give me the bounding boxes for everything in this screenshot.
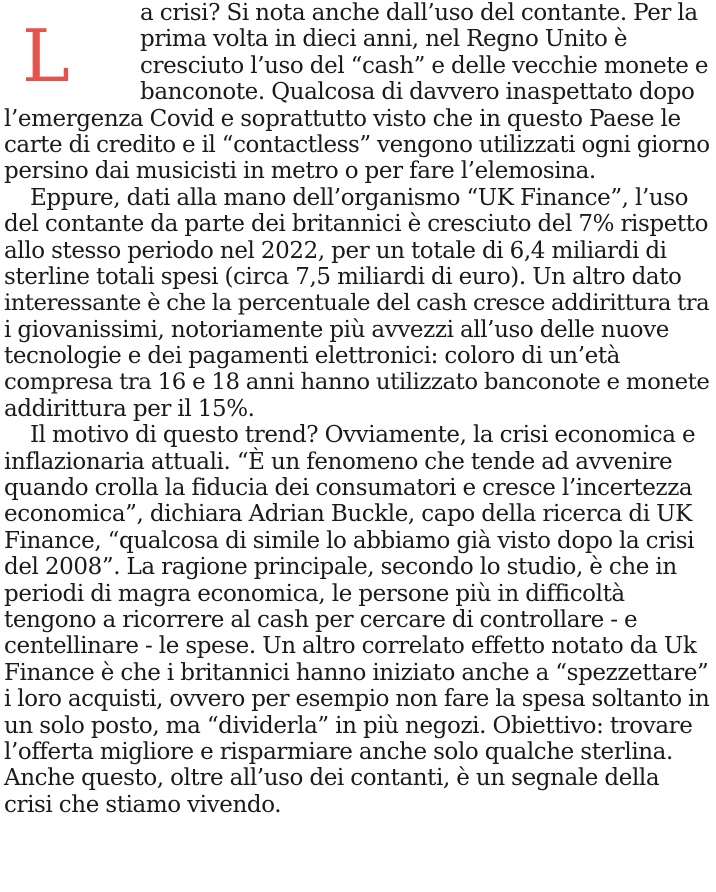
text-line: i loro acquisti, ovvero per esempio non fare la spesa soltanto in: [4, 686, 710, 713]
paragraph-1: [4, 0, 712, 185]
text-line: Eppure, dati alla mano dell’organismo “UK Finance”, l’uso: [30, 184, 689, 211]
text-line: allo stesso periodo nel 2022, per un totale di 6,4 miliardi di: [4, 237, 667, 264]
text-line: inflazionaria attuali. “È un fenomeno che tende ad avvenire: [4, 448, 673, 475]
text-line: Finance è che i britannici hanno iniziato anche a “spezzettare”: [4, 659, 709, 686]
text-line: i giovanissimi, notoriamente più avvezzi all’uso delle nuove: [4, 316, 669, 343]
text-line: interessante è che la percentuale del cash cresce addirittura tra: [4, 290, 710, 317]
text-line: prima volta in dieci anni, nel Regno Unito è: [140, 26, 628, 53]
text-line: persino dai musicisti in metro o per fare l’elemosina.: [4, 158, 596, 185]
text-line: compresa tra 16 e 18 anni hanno utilizzato banconote e monete: [4, 369, 710, 396]
text-line: l’offerta migliore e risparmiare anche solo qualche sterlina.: [4, 738, 673, 765]
text-line: l’emergenza Covid e soprattutto visto che in questo Paese le: [4, 105, 681, 132]
text-line: tecnologie e dei pagamenti elettronici: coloro di un’età: [4, 343, 620, 370]
text-line: quando crolla la fiducia dei consumatori e cresce l’incertezza: [4, 475, 693, 502]
text-line: cresciuto l’uso del “cash” e delle vecchie monete e: [140, 52, 709, 79]
article-body: [4, 0, 712, 818]
text-line: addirittura per il 15%.: [4, 395, 255, 422]
text-line: Finance, “qualcosa di simile lo abbiamo già visto dopo la crisi: [4, 527, 695, 554]
text-line: un solo posto, ma “dividerla” in più negozi. Obiettivo: trovare: [4, 712, 693, 739]
text-line: carte di credito e il “contactless” vengono utilizzati ogni giorno: [4, 131, 710, 158]
text-line: banconote. Qualcosa di davvero inaspettato dopo: [140, 79, 695, 106]
text-line: sterline totali spesi (circa 7,5 miliardi di euro). Un altro dato: [4, 263, 682, 290]
text-line: periodi di magra economica, le persone più in difficoltà: [4, 580, 625, 607]
text-line: del contante da parte dei britannici è cresciuto del 7% rispetto: [4, 211, 709, 238]
text-line: a crisi? Si nota anche dall’uso del contante. Per la: [140, 0, 698, 26]
text-line: economica”, dichiara Adrian Buckle, capo della ricerca di UK: [4, 501, 692, 528]
text-line: tengono a ricorrere al cash per cercare di controllare - e: [4, 606, 638, 633]
text-line: Il motivo di questo trend? Ovviamente, la crisi economica e: [30, 422, 696, 449]
drop-cap: L: [22, 14, 70, 98]
text-line: centellinare - le spese. Un altro correlato effetto notato da Uk: [4, 633, 697, 660]
paragraph-3: [4, 422, 712, 818]
text-line: Anche questo, oltre all’uso dei contanti, è un segnale della: [4, 765, 660, 792]
paragraph-2: [4, 185, 712, 423]
text-line: crisi che stiamo vivendo.: [4, 791, 282, 818]
text-line: del 2008”. La ragione principale, secondo lo studio, è che in: [4, 554, 677, 581]
